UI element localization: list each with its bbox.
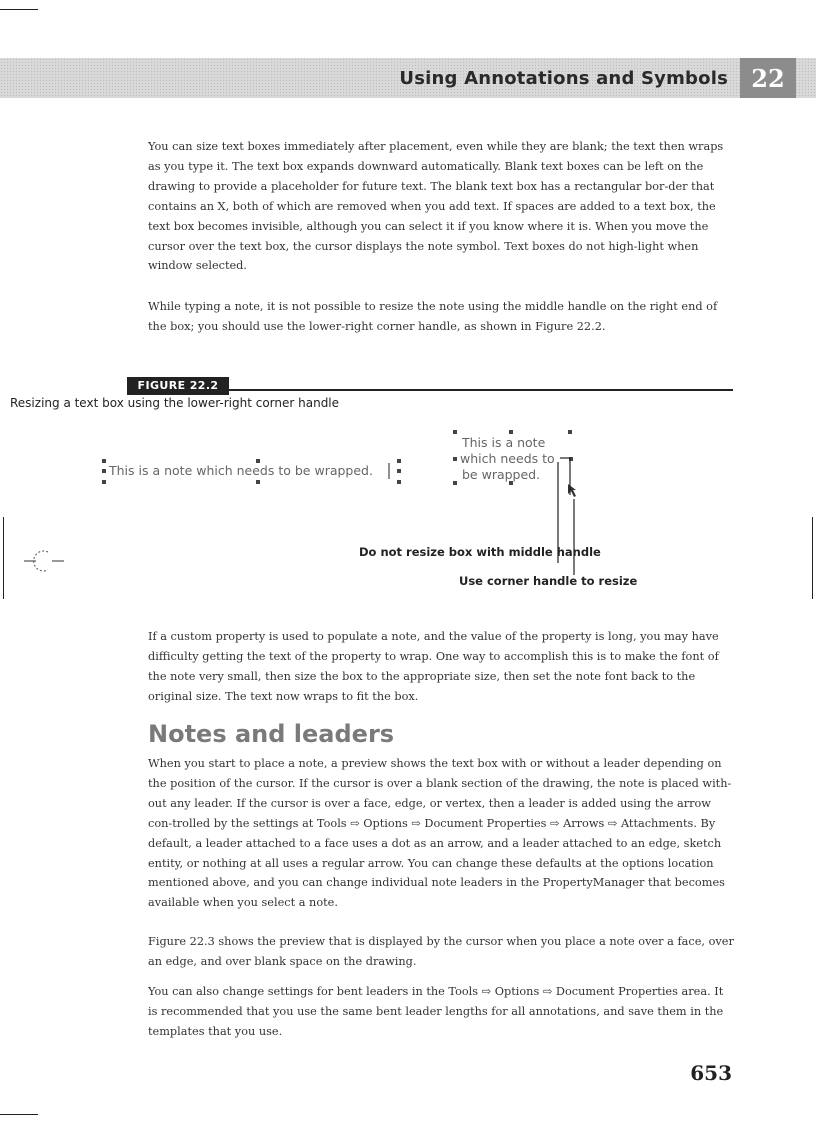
paragraph: While typing a note, it is not possible to resize the note using the middle handle on the right end of the box; you should use the lower-right corner handle, as shown in Figure 22.2. [148,300,718,333]
left-note-text: This is a note which needs to be wrapped. [109,463,373,478]
chapter-title: Using Annotations and Symbols [399,68,728,89]
page-number: 653 [690,1061,732,1085]
paragraph: If a custom property is used to populate a note, and the value of the property is long, you may have difficulty getting the text of the property to wrap. One way to accomplish this is to make the font of the note very small, then size the box to the appropriate size, then set the note font back to the original size. The text now wraps to fit the box. [148,630,719,703]
paragraph: You can also change settings for bent leaders in the Tools ⇨ Options ⇨ Document Properties area. It is recommended that you use the same bent leader lengths for all annotations, and save them in the templates that you use. [148,985,724,1038]
section-heading: Notes and leaders [148,720,395,748]
figure-illustration [0,415,816,595]
right-note-line: This is a note [462,435,546,450]
chapter-number-tab: 22 [740,58,796,98]
paragraph: When you start to place a note, a preview shows the text box with or without a leader depending on the position of the cursor. If the cursor is over a blank section of the drawing, the note is placed with-out any leader. If the cursor is over a face, edge, or vertex, then a leader is added using the arrow con-trolled by the settings at Tools ⇨ Options ⇨ Document Properties ⇨ Arrows ⇨ Attachments. By default, a leader attached to a face uses a dot as an arrow, and a leader attached to an edge, sketch entity, or nothing at all uses a regular arrow. You can change these defaults at the options location mentioned above, and you can change individual note leaders in the PropertyManager that becomes available when you select a note. [148,757,732,910]
figure-caption: Resizing a text box using the lower-right corner handle [10,396,340,410]
paragraph: Figure 22.3 shows the preview that is displayed by the cursor when you place a note over a face, over an edge, and over blank space on the drawing. [148,935,734,968]
crop-mark-top-left [0,9,38,10]
figure-label: FIGURE 22.2 [127,377,229,395]
paragraph: You can size text boxes immediately after placement, even while they are blank; the text then wraps as you type it. The text box expands downward automatically. Blank text boxes can be left on the drawing to provide a placeholder for future text. The blank text box has a rectangular bor-der that contains an X, both of which are removed when you add text. If spaces are added to a text box, the text box becomes invisible, although you can select it if you know where it is. When you move the cursor over the text box, the cursor displays the note symbol. Text boxes do not high-light when window selected. [148,140,724,273]
resize-cursor-icon [568,484,576,497]
right-note-line: be wrapped. [462,467,541,482]
callout-corner-handle: Use corner handle to resize [459,574,638,588]
right-note-line: which needs to [460,451,555,466]
callout-middle-handle: Do not resize box with middle handle [359,545,601,559]
crop-mark-bottom-left [0,1114,38,1115]
